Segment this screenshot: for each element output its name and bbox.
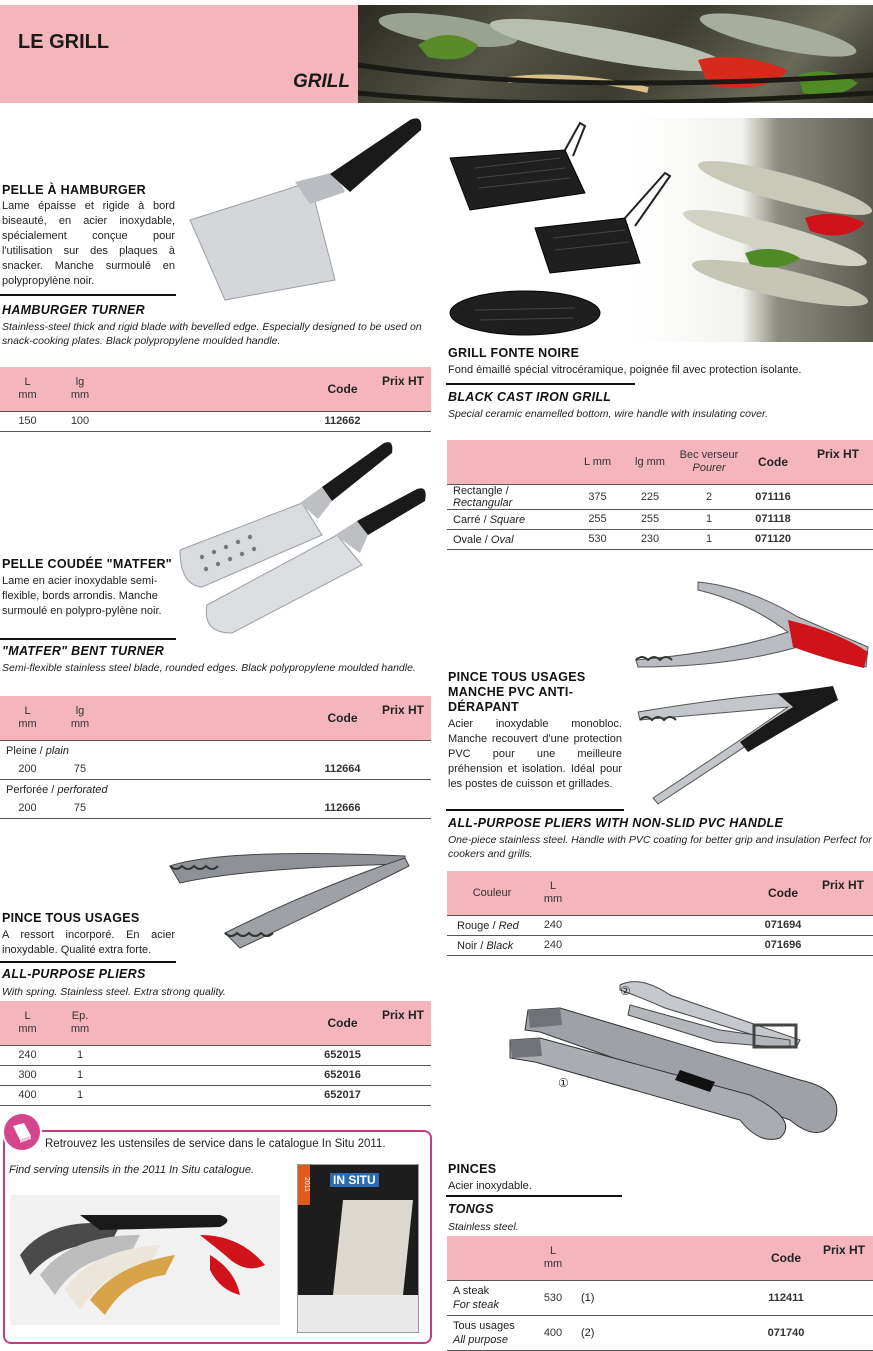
divider (0, 294, 176, 296)
col-l-unit: mm (18, 718, 37, 730)
bent-table (0, 696, 431, 819)
pliers-table (0, 1001, 431, 1106)
col-l-unit: mm (18, 1023, 37, 1035)
cell-code: 071696 (753, 936, 813, 956)
cell-code: 112666 (310, 799, 375, 819)
group-label-fr: Perforée (6, 783, 49, 796)
cell-name-en: For steak (453, 1299, 499, 1311)
cell-lg: 75 (55, 799, 105, 819)
divider (446, 383, 635, 385)
promo-text-fr: Retrouvez les ustensiles de service dans le catalogue In Situ 2011. (45, 1138, 386, 1150)
tongs-table (447, 1236, 873, 1351)
cell-l: 240 (0, 1046, 55, 1066)
grill-title-fr: GRILL FONTE NOIRE (448, 346, 580, 360)
col-prix: Prix HT (375, 696, 431, 741)
cell-name-fr: Rouge (457, 919, 490, 932)
table-row (447, 1316, 873, 1351)
cell-code: 071118 (743, 510, 803, 530)
cell-bec: 1 (675, 510, 743, 530)
col-l: L (549, 1245, 557, 1257)
col-l: L (24, 1010, 31, 1022)
pvc-title-fr-3: DÉRAPANT (448, 700, 519, 714)
header-grill-photo (358, 5, 873, 103)
pliers-image (165, 838, 415, 958)
cell-code: 071740 (757, 1316, 815, 1351)
cell-bec: 2 (675, 485, 743, 510)
bent-desc-en: Semi-flexible stainless steel blade, rounded edges. Black polypropylene moulded handle. (2, 662, 416, 674)
col-lg: lg (75, 705, 85, 717)
table-group-row: Pleine / plain (6, 744, 69, 757)
cell-l: 400 (537, 1316, 569, 1351)
col-code: Code (757, 1236, 815, 1281)
divider (446, 809, 624, 811)
grill-desc-fr: Fond émaillé spécial vitrocéramique, poignée fil avec protection isolante. (448, 364, 802, 376)
pvc-desc-en: One-piece stainless steel. Handle with PVC coating for better grip and insulation Perfect for cookers and grills. (448, 834, 872, 860)
cell-l: 375 (570, 485, 625, 510)
pliers-title-en: ALL-PURPOSE PLIERS (2, 967, 146, 981)
pliers-desc-en: With spring. Stainless steel. Extra strong quality. (2, 986, 226, 998)
tongs-desc-fr: Acier inoxydable. (448, 1180, 532, 1192)
cell-bec: 1 (675, 530, 743, 550)
col-l: L (24, 705, 31, 717)
table-row: Carré / Square 255 255 1 071118 (447, 510, 873, 530)
table-row: Noir / Black 240 071696 (447, 936, 873, 956)
cell-l: 200 (0, 760, 55, 780)
table-row: Rectangle / Rectangular 375 225 2 071116 (447, 485, 873, 510)
cover-plates (298, 1295, 418, 1332)
table-row: Ovale / Oval 530 230 1 071120 (447, 530, 873, 550)
cell-l: 200 (0, 799, 55, 819)
bent-title-fr: PELLE COUDÉE "MATFER" (2, 557, 173, 571)
col-prix: Prix HT (815, 1236, 873, 1281)
serving-utensils-image (10, 1195, 280, 1325)
pvc-title-fr-1: PINCE TOUS USAGES (448, 670, 586, 684)
grill-desc-en: Special ceramic enamelled bottom, wire handle with insulating cover. (448, 408, 769, 420)
cell-l: 300 (0, 1066, 55, 1086)
cell-ref: (2) (569, 1316, 757, 1351)
cell-ep: 1 (55, 1066, 105, 1086)
pvc-table (447, 871, 873, 956)
cell-name-en: All purpose (453, 1334, 509, 1346)
tongs-title-fr: PINCES (448, 1162, 497, 1176)
cell-name-fr: Noir (457, 939, 478, 952)
table-row (0, 412, 431, 432)
table-row (0, 1066, 431, 1086)
cover-apron (333, 1200, 413, 1295)
cell-lg: 230 (625, 530, 675, 550)
cell-name-en: Oval (490, 533, 514, 546)
tongs-marker-1: ① (558, 1076, 569, 1090)
cell-code: 112664 (310, 760, 375, 780)
tongs-desc-en: Stainless steel. (448, 1221, 519, 1233)
table-row (0, 1046, 431, 1066)
page-subtitle: GRILL (293, 71, 350, 92)
col-l-unit: mm (543, 1258, 563, 1270)
tongs-marker-2: ② (620, 984, 631, 998)
hamburger-title-en: HAMBURGER TURNER (2, 303, 145, 317)
cell-lg: 225 (625, 485, 675, 510)
pvc-title-fr-2: MANCHE PVC ANTI- (448, 685, 574, 699)
grill-table (447, 440, 873, 550)
col-prix: Prix HT (803, 440, 873, 485)
cast-iron-grills-image (445, 118, 873, 342)
cell-code: 112662 (310, 412, 375, 432)
cell-code: 652017 (310, 1086, 375, 1106)
promo-text-en: Find serving utensils in the 2011 In Situ catalogue. (9, 1164, 255, 1176)
divider (446, 1195, 622, 1197)
col-lg: lg (75, 376, 85, 388)
col-prix: Prix HT (375, 367, 431, 412)
page-title: LE GRILL (18, 31, 110, 53)
grill-title-en: BLACK CAST IRON GRILL (448, 390, 612, 404)
cell-lg: 100 (55, 412, 105, 432)
divider (0, 638, 176, 640)
cell-code: 071694 (753, 916, 813, 936)
group-label-en: perforated (57, 783, 108, 796)
table-row (0, 760, 431, 780)
cell-l: 530 (537, 1281, 569, 1316)
group-label-fr: Pleine (6, 744, 37, 757)
col-l: L (549, 880, 557, 892)
col-l-unit: mm (543, 893, 563, 905)
cell-name-fr: Ovale (453, 533, 482, 546)
col-prix: Prix HT (375, 1001, 431, 1046)
col-l-unit: mm (18, 389, 37, 401)
cell-name-fr: Carré (453, 513, 481, 526)
cell-ref: (1) (569, 1281, 757, 1316)
cell-lg: 75 (55, 760, 105, 780)
col-ep-unit: mm (70, 1023, 90, 1035)
col-code: Code (310, 1001, 375, 1046)
bent-desc-fr: Lame en acier inoxydable semi-flexible, bords arrondis. Manche surmoulé en polypro-pylène noir. (2, 575, 162, 617)
cell-name-fr: A steak (453, 1285, 490, 1297)
bent-turner-image (172, 435, 430, 635)
hamburger-desc-en: Stainless-steel thick and rigid blade with bevelled edge. Especially designed to be used on snack-cooking plates. Black polypropylene moulded handle. (2, 321, 422, 347)
cell-code: 071120 (743, 530, 803, 550)
cell-name-en: Rectangular (453, 497, 513, 509)
cell-lg: 255 (625, 510, 675, 530)
table-row (447, 1281, 873, 1316)
col-l: L mm (570, 440, 625, 485)
cell-name-en: Red (498, 919, 519, 932)
cell-name-fr: Tous usages (453, 1320, 515, 1332)
col-code: Code (743, 440, 803, 485)
cell-l: 400 (0, 1086, 55, 1106)
group-label-en: plain (45, 744, 69, 757)
col-ep: Ep. (71, 1010, 89, 1022)
hamburger-title-fr: PELLE À HAMBURGER (2, 183, 146, 197)
cell-l: 150 (0, 412, 55, 432)
cell-name-en: Square (489, 513, 526, 526)
hamburger-table (0, 367, 431, 432)
table-row (0, 1086, 431, 1106)
pvc-tongs-image (628, 572, 873, 812)
col-bec: Bec verseur (679, 449, 739, 461)
col-lg: lg mm (625, 440, 675, 485)
cell-code: 112411 (757, 1281, 815, 1316)
bent-title-en: "MATFER" BENT TURNER (2, 644, 165, 658)
cover-brand: IN SITU (330, 1173, 379, 1187)
catalogue-cover (297, 1164, 419, 1333)
cell-code: 071116 (743, 485, 803, 510)
col-lg-unit: mm (70, 389, 90, 401)
col-code: Code (310, 367, 375, 412)
cover-year: 2011 (298, 1165, 310, 1205)
tongs-title-en: TONGS (448, 1202, 494, 1216)
pvc-desc-fr: Acier inoxydable monobloc. Manche recouvert d'une protection PVC pour une meilleure préhension et isolation. Idéal pour les postes de cuisson et grillades. (448, 718, 622, 790)
col-lg-unit: mm (70, 718, 90, 730)
pliers-desc-fr: A ressort incorporé. En acier inoxydable. Qualité extra forte. (2, 929, 175, 956)
pvc-title-en: ALL-PURPOSE PLIERS WITH NON-SLID PVC HANDLE (448, 816, 784, 830)
col-couleur: Couleur (447, 871, 537, 916)
cell-l: 530 (570, 530, 625, 550)
cell-code: 652015 (310, 1046, 375, 1066)
table-row (0, 799, 431, 819)
hamburger-turner-image (185, 112, 430, 302)
col-code: Code (310, 696, 375, 741)
cell-l: 255 (570, 510, 625, 530)
col-l: L (24, 376, 31, 388)
book-icon (2, 1112, 42, 1152)
cell-name-en: Black (486, 939, 514, 952)
col-bec-en: Pourer (692, 462, 726, 474)
cell-l: 240 (537, 936, 569, 956)
col-prix: Prix HT (813, 871, 873, 916)
table-row: Rouge / Red 240 071694 (447, 916, 873, 936)
tongs-image (500, 970, 845, 1150)
cell-ep: 1 (55, 1086, 105, 1106)
cell-code: 652016 (310, 1066, 375, 1086)
col-code: Code (753, 871, 813, 916)
table-group-row: Perforée / perforated (6, 783, 108, 796)
cell-ep: 1 (55, 1046, 105, 1066)
cell-l: 240 (537, 916, 569, 936)
cell-name-fr: Rectangle (453, 485, 503, 497)
pliers-title-fr: PINCE TOUS USAGES (2, 911, 140, 925)
hamburger-desc-fr: Lame épaisse et rigide à bord biseauté, en acier inoxydable, spécialement conçue pour l'utilisation sur des plaques à snacker. Manche surmoulé en polypropylène noir. (2, 200, 175, 287)
divider (0, 961, 176, 963)
